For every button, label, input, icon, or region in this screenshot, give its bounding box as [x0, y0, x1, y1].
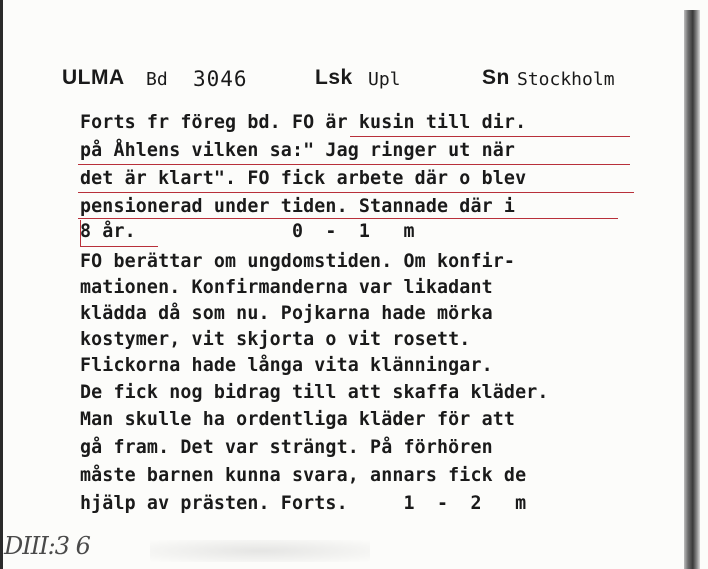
text-line: De fick nog bidrag till att skaffa kläder. [80, 382, 549, 403]
red-underline [78, 218, 618, 219]
red-underline [78, 164, 630, 165]
text-line: det är klart". FO fick arbete där o blev [80, 168, 527, 189]
bd-value: 3046 [193, 67, 248, 91]
card-header [0, 66, 684, 96]
text-line: Forts fr föreg bd. FO är kusin till dir. [80, 112, 527, 133]
red-underline [80, 246, 158, 247]
handwritten-note: DIII:3 6 [4, 532, 90, 560]
lsk-value: Upl [368, 69, 401, 90]
paper-smudge [150, 540, 370, 562]
text-line: hjälp av prästen. Forts. 1 - 2 m [80, 493, 527, 514]
text-line: gå fram. Det var strängt. På förhören [80, 437, 493, 458]
text-line: Flickorna hade långa vita klänningar. [80, 355, 493, 376]
sn-value: Stockholm [517, 69, 615, 90]
bd-label: Bd [146, 69, 168, 90]
text-line: pensionerad under tiden. Stannade där i [80, 196, 516, 217]
text-line: på Åhlens vilken sa:" Jag ringer ut när [80, 140, 516, 161]
text-line: klädda då som nu. Pojkarna hade mörka [80, 303, 493, 324]
text-line: Man skulle ha ordentliga kläder för att [80, 409, 516, 430]
text-line: FO berättar om ungdomstiden. Om konfir- [80, 251, 516, 272]
red-bracket [80, 220, 81, 246]
red-underline [350, 136, 630, 137]
text-line: 8 år. 0 - 1 m [80, 221, 415, 242]
archive-label: ULMA [62, 66, 125, 89]
sn-label: Sn [482, 66, 510, 89]
text-line: kostymer, vit skjorta o vit rosett. [80, 329, 471, 350]
text-line: måste barnen kunna svara, annars fick de [80, 465, 527, 486]
text-line: mationen. Konfirmanderna var likadant [80, 277, 493, 298]
card-right-edge-shadow [684, 10, 700, 569]
red-underline [78, 192, 634, 193]
lsk-label: Lsk [315, 66, 353, 89]
